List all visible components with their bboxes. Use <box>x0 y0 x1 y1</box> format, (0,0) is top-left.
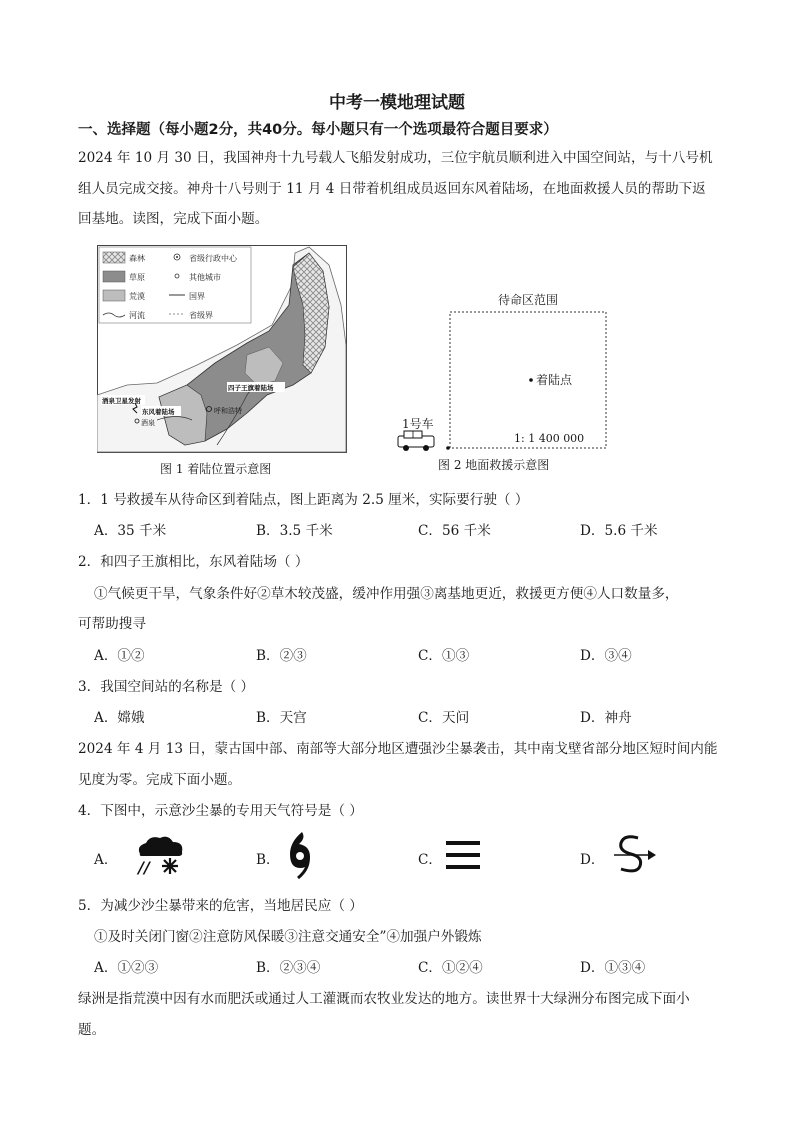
legend-forest: 森林 <box>129 254 145 263</box>
intro1-line: 2024 年 10 月 30 日，我国神舟十九号载人飞船发射成功，三位宇航员顺利进入中国空间站，与十八号机 <box>78 150 713 166</box>
intro1-line: 回基地。读图，完成下面小题。 <box>78 211 269 227</box>
question-2-option-b[interactable]: B．②③ <box>256 648 307 664</box>
map-scale: 1: 1 400 000 <box>514 432 585 445</box>
question-1-option-d[interactable]: D．5.6 千米 <box>580 523 658 539</box>
question-5-option-c[interactable]: C．①②④ <box>418 960 483 976</box>
legend-grassland: 草原 <box>129 273 145 282</box>
intro2-line: 见度为零。完成下面小题。 <box>78 772 242 788</box>
label-jiuquan-launch-center: 酒泉卫星发射 <box>102 397 141 405</box>
landing-point-label: 着陆点 <box>536 373 573 387</box>
section-heading: 一、选择题（每小题2分，共40分。每小题只有一个选项最符合题目要求） <box>78 122 558 138</box>
question-3-option-a[interactable]: A．嫦娥 <box>94 710 145 726</box>
question-5-stem: 5．为减少沙尘暴带来的危害，当地居民应（ ） <box>78 898 363 914</box>
question-1-stem: 1．1 号救援车从待命区到着陆点，图上距离为 2.5 厘米，实际要行驶（ ） <box>78 492 529 508</box>
map-drawing <box>97 245 347 453</box>
question-4-option-c[interactable]: C． <box>418 852 442 868</box>
fog-symbol-icon[interactable] <box>444 838 482 872</box>
label-siziwangqi-landing-site: 四子王旗着陆场 <box>228 384 274 392</box>
svg-text://: // <box>138 858 150 876</box>
legend-desert: 荒漠 <box>129 292 145 301</box>
figure2-caption: 图 2 地面救援示意图 <box>438 458 550 472</box>
question-1-option-c[interactable]: C．56 千米 <box>418 523 491 539</box>
page-title: 中考一模地理试题 <box>329 93 465 113</box>
intro2-line: 2024 年 4 月 13 日，蒙古国中部、南部等大部分地区遭强沙尘暴袭击，其中南戈壁省部分地区短时间内能 <box>78 741 718 757</box>
question-3-option-b[interactable]: B．天宫 <box>256 710 307 726</box>
ground-rescue-diagram <box>390 288 620 460</box>
question-3-stem: 3．我国空间站的名称是（ ） <box>78 679 255 695</box>
question-2-option-a[interactable]: A．①② <box>94 648 145 664</box>
question-2-detail: ①气候更干旱，气象条件好②草木较茂盛，缓冲作用强③离基地更近，救援更方便④人口数量多， <box>94 586 679 602</box>
rescue-car-icon <box>398 431 434 451</box>
question-2-option-c[interactable]: C．①③ <box>418 648 470 664</box>
legend-national-border: 国界 <box>189 292 205 301</box>
legend-other-city: 其他城市 <box>189 273 221 282</box>
question-4-option-a[interactable]: A． <box>94 852 118 868</box>
legend-provincial-capital: 省级行政中心 <box>189 254 237 263</box>
question-2-detail: 可帮助搜寻 <box>78 616 146 632</box>
rescue-drawing <box>390 288 620 456</box>
question-5-option-d[interactable]: D．①③④ <box>580 960 646 976</box>
question-2-stem: 2．和四子王旗相比，东风着陆场（ ） <box>78 554 309 570</box>
legend-provincial-border: 省级界 <box>189 311 213 320</box>
standby-zone-label: 待命区范围 <box>498 293 559 307</box>
question-1-option-a[interactable]: A．35 千米 <box>94 523 167 539</box>
label-hohhot: 呼和浩特 <box>214 407 242 415</box>
label-jiuquan: 酒泉 <box>141 419 155 427</box>
question-4-option-b[interactable]: B． <box>256 852 280 868</box>
question-4-stem: 4．下图中，示意沙尘暴的专用天气符号是（ ） <box>78 803 363 819</box>
question-3-option-c[interactable]: C．天问 <box>418 710 470 726</box>
question-4-option-d[interactable]: D． <box>580 852 605 868</box>
landing-location-map <box>97 245 347 457</box>
question-1-option-b[interactable]: B．3.5 千米 <box>256 523 333 539</box>
legend-river: 河流 <box>129 311 145 320</box>
intro3-line: 绿洲是指荒漠中因有水而肥沃或通过人工灌溉而农牧业发达的地方。读世界十大绿洲分布图完成下面小 <box>78 991 690 1007</box>
intro1-line: 组人员完成交接。神舟十八号则于 11 月 4 日带着机组成员返回东风着陆场，在地面救援人员的帮助下返 <box>78 181 706 197</box>
sleet-symbol-icon[interactable] <box>134 834 186 876</box>
sandstorm-symbol-icon[interactable] <box>610 832 660 878</box>
question-5-option-b[interactable]: B．②③④ <box>256 960 321 976</box>
question-3-option-d[interactable]: D．神舟 <box>580 710 632 726</box>
question-5-option-a[interactable]: A．①②③ <box>94 960 159 976</box>
intro3-line: 题。 <box>78 1022 106 1038</box>
label-dongfeng-landing-site: 东风着陆场 <box>142 408 175 416</box>
typhoon-symbol-icon[interactable] <box>284 830 314 880</box>
figure1-caption: 图 1 着陆位置示意图 <box>160 462 272 476</box>
question-5-detail: ①及时关闭门窗②注意防风保暖③注意交通安全”④加强户外锻炼 <box>94 929 482 945</box>
question-2-option-d[interactable]: D．③④ <box>580 648 632 664</box>
car-one-label: 1号车 <box>402 417 434 431</box>
